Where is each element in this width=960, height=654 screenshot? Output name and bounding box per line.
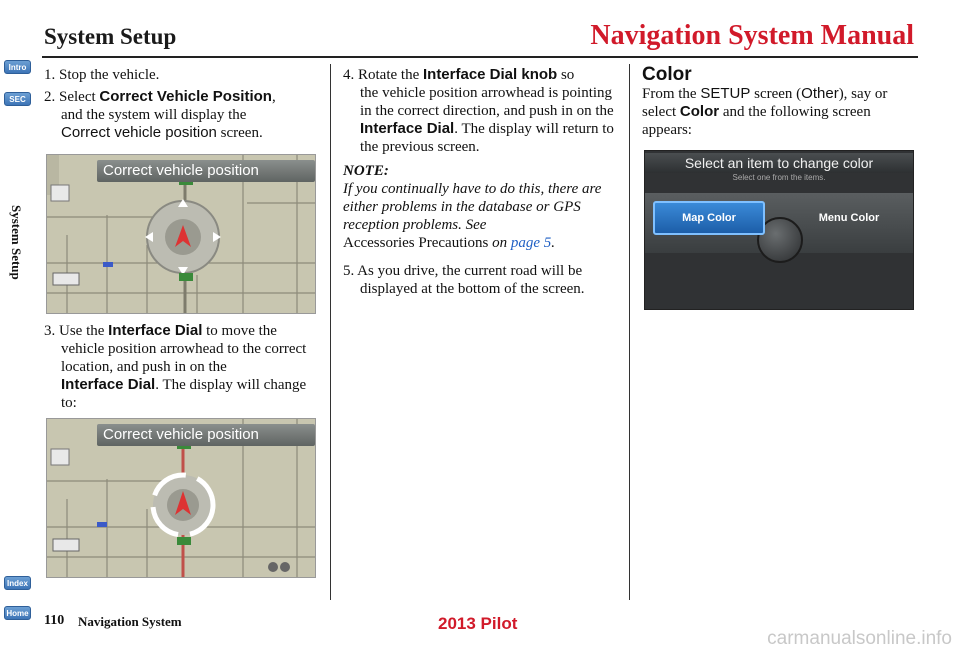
p-ui: SETUP [700, 85, 751, 102]
step-4-ui: Interface Dial [360, 120, 455, 137]
note-end: . [551, 235, 556, 251]
correct-position-screen-2 [46, 418, 316, 578]
screen-title: Select an item to change color [645, 153, 913, 173]
watermark: carmanualsonline.info [767, 628, 952, 649]
page-link[interactable]: page 5 [510, 235, 552, 251]
column-divider [330, 64, 331, 600]
step-3-text: 3. Use the [44, 323, 109, 339]
section-heading: Color [642, 64, 692, 85]
step-2-ui: Correct Vehicle Position [99, 88, 272, 105]
color-paragraph [642, 85, 922, 139]
side-section-label: System Setup [9, 205, 24, 280]
step-3-text: to move the [202, 323, 277, 339]
p-text: and the following screen appears: [642, 104, 871, 138]
tab-index[interactable]: Index [4, 576, 31, 590]
step-4-text: the vehicle position arrowhead is pointing in the correct direction, and push in on the [360, 85, 614, 119]
screen-title: Correct vehicle position [97, 424, 315, 446]
footer-label: Navigation System [78, 614, 182, 629]
p-text: From the [642, 86, 701, 102]
column-divider [629, 64, 630, 600]
step-3-text: vehicle position arrowhead to the correct location, and push in on the [61, 341, 307, 375]
step-2-text: 2. Select [44, 89, 100, 105]
step-4-text: 4. Rotate the [343, 67, 423, 83]
step-3-ui: Interface Dial [61, 376, 156, 393]
header-left-title: System Setup [44, 24, 177, 49]
step-2 [44, 88, 319, 142]
p-ui: Other [801, 85, 839, 102]
p-text: screen ( [750, 86, 802, 102]
step-5-text: 5. As you drive, the current road will be [343, 263, 583, 279]
menu-color-button[interactable]: Menu Color [818, 212, 880, 224]
model-label: 2013 Pilot [438, 614, 518, 633]
map-color-button[interactable]: Map Color [653, 201, 765, 235]
step-1: 1. Stop the vehicle. [44, 67, 160, 83]
step-4-text: so [557, 67, 575, 83]
correct-position-screen-1 [46, 154, 316, 314]
p-text: ), say or select [642, 86, 888, 120]
header-right-title: Navigation System Manual [590, 20, 914, 51]
column-2 [343, 66, 621, 302]
note-text [343, 180, 621, 252]
note-body: If you continually have to do this, there are either problems in the database or GPS reception problems. See [343, 181, 602, 233]
tab-intro[interactable]: Intro [4, 60, 31, 74]
step-2-ui: Correct vehicle position [61, 124, 217, 141]
step-3-text: . The display will change to: [61, 377, 307, 411]
note-title: NOTE: [343, 163, 389, 179]
step-2-text: and the system will display the [61, 107, 247, 123]
p-ui: Color [679, 103, 720, 120]
step-5 [343, 262, 621, 298]
step-3-ui: Interface Dial [108, 322, 203, 339]
header-rule [42, 56, 918, 58]
step-5-cont: displayed at the bottom of the screen. [360, 281, 585, 297]
step-4 [343, 66, 621, 156]
screen-subtitle: Select one from the items. [732, 173, 826, 182]
color-screen [644, 150, 914, 310]
step-4-text: . The display will return to the previous screen. [360, 121, 614, 155]
step-2-text: , [271, 89, 276, 105]
step-3 [44, 322, 319, 412]
tab-sec[interactable]: SEC [4, 92, 31, 106]
step-4-ui: Interface Dial knob [422, 66, 558, 83]
screen-title: Correct vehicle position [97, 160, 315, 182]
step-2-text: screen. [216, 125, 263, 141]
tab-home[interactable]: Home [4, 606, 31, 620]
note-ref: Accessories Precautions [343, 235, 489, 251]
note-on: on [488, 235, 511, 251]
column-3 [642, 66, 922, 139]
page-number: 110 [44, 613, 65, 628]
